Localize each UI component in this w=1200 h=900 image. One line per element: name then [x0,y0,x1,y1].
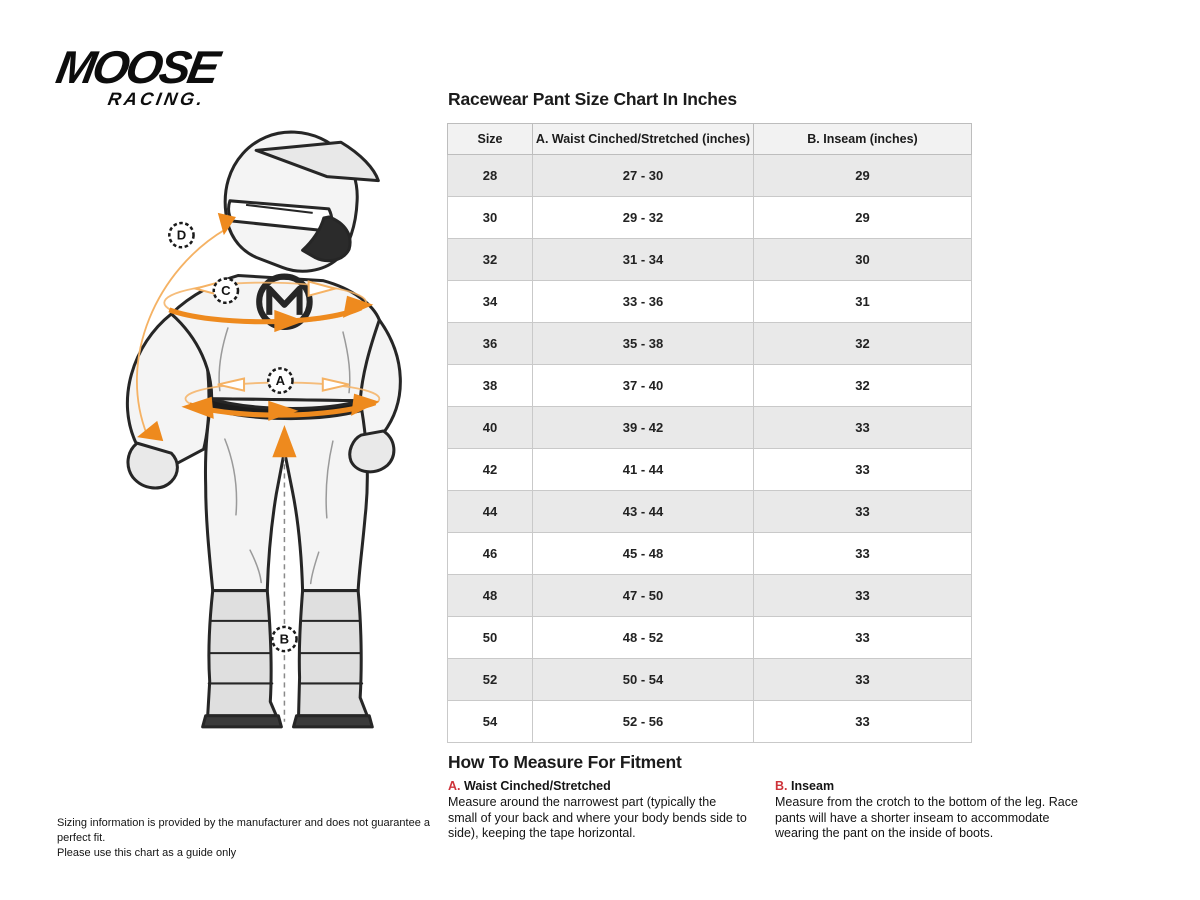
table-cell: 29 [754,197,972,239]
table-row [448,491,972,533]
header-inseam: B. Inseam (inches) [754,124,972,155]
table-cell: 33 - 36 [533,281,754,323]
measure-title-inseam: Inseam [790,779,835,793]
header-waist: A. Waist Cinched/Stretched (inches) [533,124,754,155]
size-chart-title: Racewear Pant Size Chart In Inches [448,89,737,109]
table-cell: 36 [448,323,533,365]
table-cell: 50 - 54 [533,659,754,701]
disclaimer-line-2: Please use this chart as a guide only [57,847,237,859]
table-row [448,449,972,491]
table-cell: 46 [448,533,533,575]
measure-title-waist: Waist Cinched/Stretched [463,779,611,793]
moose-racing-logo [51,41,221,109]
table-cell: 30 [754,239,972,281]
table-cell: 28 [448,155,533,197]
table-cell: 52 - 56 [533,701,754,743]
table-cell: 33 [754,575,972,617]
table-cell: 33 [754,533,972,575]
table-row [448,617,972,659]
table-row [448,701,972,743]
table-cell: 42 [448,449,533,491]
rider-illustration [58,116,422,742]
logo-subword: RACING. [106,89,207,109]
size-table-body [448,155,972,743]
table-row [448,239,972,281]
table-cell: 29 - 32 [533,197,754,239]
disclaimer-line-1: Sizing information is provided by the manufacturer and does not guarantee a perfect fit. [57,817,431,844]
svg-text:B: B [279,631,290,647]
measure-label-inseam [775,779,1091,793]
table-cell: 31 - 34 [533,239,754,281]
table-cell: 35 - 38 [533,323,754,365]
table-cell: 54 [448,701,533,743]
table-header-row [448,124,972,155]
logo-wordmark: MOOSE [52,41,221,93]
table-cell: 52 [448,659,533,701]
svg-text:C: C [221,283,231,299]
measure-label-waist [448,779,748,793]
table-cell: 39 - 42 [533,407,754,449]
table-row [448,575,972,617]
table-row [448,281,972,323]
disclaimer [57,816,437,861]
table-cell: 44 [448,491,533,533]
table-row [448,407,972,449]
svg-text:D: D [176,227,187,243]
header-size: Size [448,124,533,155]
measure-letter-b: B. [775,779,788,793]
table-row [448,659,972,701]
marker-a [268,368,292,392]
table-cell: 33 [754,491,972,533]
table-cell: 40 [448,407,533,449]
table-cell: 29 [754,155,972,197]
table-cell: 33 [754,659,972,701]
table-cell: 48 - 52 [533,617,754,659]
measure-item-waist [448,779,748,842]
table-cell: 48 [448,575,533,617]
measure-text-waist: Measure around the narrowest part (typically the small of your back and where your body bends side to side), keeping the tape horizontal. [448,795,747,841]
howto-heading: How To Measure For Fitment [448,752,682,772]
table-cell: 33 [754,701,972,743]
table-cell: 45 - 48 [533,533,754,575]
table-cell: 47 - 50 [533,575,754,617]
right-sole [294,716,373,727]
table-cell: 34 [448,281,533,323]
marker-d [169,223,193,247]
table-cell: 43 - 44 [533,491,754,533]
table-row [448,155,972,197]
table-cell: 33 [754,449,972,491]
table-cell: 50 [448,617,533,659]
right-glove [350,431,394,472]
measure-text-inseam: Measure from the crotch to the bottom of the leg. Race pants will have a shorter inseam to accommodate wearing the pant on the inside of boots. [775,795,1078,841]
table-row [448,365,972,407]
svg-text:A: A [275,373,286,389]
table-cell: 37 - 40 [533,365,754,407]
table-cell: 32 [754,365,972,407]
table-cell: 38 [448,365,533,407]
table-cell: 32 [448,239,533,281]
size-chart-table [447,123,972,743]
measure-item-inseam [775,779,1091,842]
table-cell: 32 [754,323,972,365]
table-row [448,197,972,239]
measure-letter-a: A. [448,779,461,793]
table-cell: 33 [754,617,972,659]
left-sole [203,716,282,727]
table-cell: 30 [448,197,533,239]
marker-b [272,627,296,651]
table-cell: 41 - 44 [533,449,754,491]
rider-body [127,276,400,727]
table-cell: 27 - 30 [533,155,754,197]
table-row [448,533,972,575]
helmet [225,132,378,271]
table-cell: 31 [754,281,972,323]
table-row [448,323,972,365]
marker-c [214,279,238,303]
table-cell: 33 [754,407,972,449]
pants [205,399,367,591]
